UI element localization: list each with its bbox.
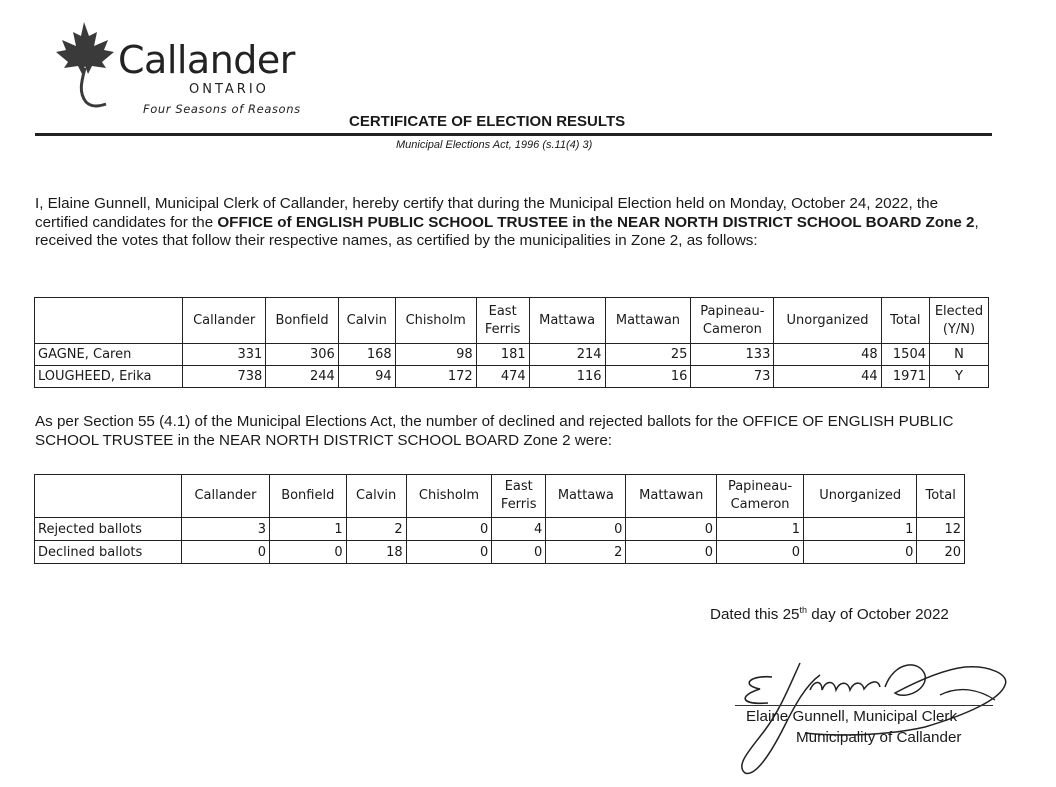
vote-cell: 738 [183, 366, 266, 388]
header-cell: Total [881, 298, 929, 344]
title-divider [35, 133, 992, 136]
total-cell: 20 [917, 541, 965, 564]
ballot-cell: 2 [546, 541, 626, 564]
ballot-cell: 18 [346, 541, 406, 564]
header-cell: Unorganized [774, 298, 881, 344]
ballot-cell: 0 [406, 541, 492, 564]
header-cell: Bonfield [266, 298, 339, 344]
ballot-cell: 4 [492, 518, 546, 541]
vote-cell: 168 [338, 344, 395, 366]
ballot-cell: 0 [546, 518, 626, 541]
header-cell: Elected (Y/N) [930, 298, 989, 344]
signature-line [735, 705, 993, 706]
header-cell [35, 475, 182, 518]
row-label: Declined ballots [35, 541, 182, 564]
header-cell [35, 298, 183, 344]
ballot-cell: 0 [626, 518, 717, 541]
vote-cell: 116 [529, 366, 605, 388]
logo-tagline: Four Seasons of Reasons [143, 102, 301, 116]
dated-text-post: day of October 2022 [807, 606, 949, 624]
table-row [35, 541, 965, 564]
ballots-table-header [35, 475, 965, 518]
dated-ordinal: th [799, 605, 808, 615]
total-cell: 12 [917, 518, 965, 541]
vote-cell: 133 [691, 344, 774, 366]
header-cell: Unorganized [804, 475, 917, 518]
votes-table-header [35, 298, 989, 344]
vote-cell: 181 [476, 344, 529, 366]
signatory-name: Elaine Gunnell, Municipal Clerk [746, 708, 958, 725]
certification-paragraph [35, 195, 995, 251]
signatory-municipality: Municipality of Callander [796, 729, 962, 746]
ballot-cell: 0 [717, 541, 804, 564]
header-cell: East Ferris [476, 298, 529, 344]
header-cell: Mattawan [626, 475, 717, 518]
header-cell: Papineau-Cameron [691, 298, 774, 344]
header-cell: Chisholm [395, 298, 476, 344]
ballot-cell: 0 [492, 541, 546, 564]
table-row [35, 344, 989, 366]
vote-cell: 94 [338, 366, 395, 388]
elected-cell: N [930, 344, 989, 366]
ballot-cell: 1 [717, 518, 804, 541]
office-name: OFFICE of ENGLISH PUBLIC SCHOOL TRUSTEE in the NEAR NORTH DISTRICT SCHOOL BOARD Zone 2 [217, 213, 975, 231]
logo-name: Callander [118, 38, 295, 82]
vote-cell: 16 [605, 366, 691, 388]
ballots-table [34, 474, 965, 564]
ballot-cell: 0 [626, 541, 717, 564]
vote-cell: 474 [476, 366, 529, 388]
table-row [35, 366, 989, 388]
header-cell: Callander [183, 298, 266, 344]
header-cell: Bonfield [269, 475, 346, 518]
ballot-cell: 1 [804, 518, 917, 541]
header-cell: Calvin [346, 475, 406, 518]
ballot-cell: 3 [182, 518, 270, 541]
vote-cell: 331 [183, 344, 266, 366]
vote-cell: 98 [395, 344, 476, 366]
header-cell: Calvin [338, 298, 395, 344]
candidate-name: GAGNE, Caren [35, 344, 183, 366]
ballot-cell: 1 [269, 518, 346, 541]
row-label: Rejected ballots [35, 518, 182, 541]
ballot-cell: 2 [346, 518, 406, 541]
header-cell: Mattawan [605, 298, 691, 344]
header-cell: Chisholm [406, 475, 492, 518]
vote-cell: 244 [266, 366, 339, 388]
total-cell: 1971 [881, 366, 929, 388]
header-cell: Mattawa [529, 298, 605, 344]
vote-cell: 48 [774, 344, 881, 366]
maple-leaf-icon [48, 18, 118, 113]
certification-text-pre: I, Elaine Gunnell, Municipal Clerk of Callander, hereby certify that during the Municipal Election held on Monday, October 24, 2022, the certified candidates for the [35, 195, 939, 231]
dated-line [710, 605, 949, 623]
dated-text-pre: Dated this 25 [710, 606, 800, 624]
vote-cell: 73 [691, 366, 774, 388]
total-cell: 1504 [881, 344, 929, 366]
votes-table [34, 297, 989, 388]
elected-cell: Y [930, 366, 989, 388]
header-cell: Papineau-Cameron [717, 475, 804, 518]
candidate-name: LOUGHEED, Erika [35, 366, 183, 388]
logo-province: ONTARIO [189, 82, 269, 97]
table-row [35, 518, 965, 541]
header-cell: Mattawa [546, 475, 626, 518]
header-cell: Total [917, 475, 965, 518]
ballots-paragraph: As per Section 55 (4.1) of the Municipal Elections Act, the number of declined and rejected ballots for the OFFICE OF ENGLISH PUBLIC SCHOOL TRUSTEE in the NEAR NORTH DISTRICT SCHOOL BOARD Zone 2 were: [35, 413, 954, 449]
certificate-title: CERTIFICATE OF ELECTION RESULTS [349, 113, 626, 130]
vote-cell: 172 [395, 366, 476, 388]
callander-logo [48, 18, 318, 118]
ballot-cell: 0 [804, 541, 917, 564]
header-cell: East Ferris [492, 475, 546, 518]
vote-cell: 306 [266, 344, 339, 366]
vote-cell: 214 [529, 344, 605, 366]
ballot-cell: 0 [269, 541, 346, 564]
certification-text-post: , received the votes that follow their respective names, as certified by the municipalities in Zone 2, as follows: [35, 213, 979, 250]
header-cell: Callander [182, 475, 270, 518]
act-reference: Municipal Elections Act, 1996 (s.11(4) 3) [396, 139, 593, 151]
vote-cell: 44 [774, 366, 881, 388]
ballot-cell: 0 [406, 518, 492, 541]
ballot-cell: 0 [182, 541, 270, 564]
vote-cell: 25 [605, 344, 691, 366]
